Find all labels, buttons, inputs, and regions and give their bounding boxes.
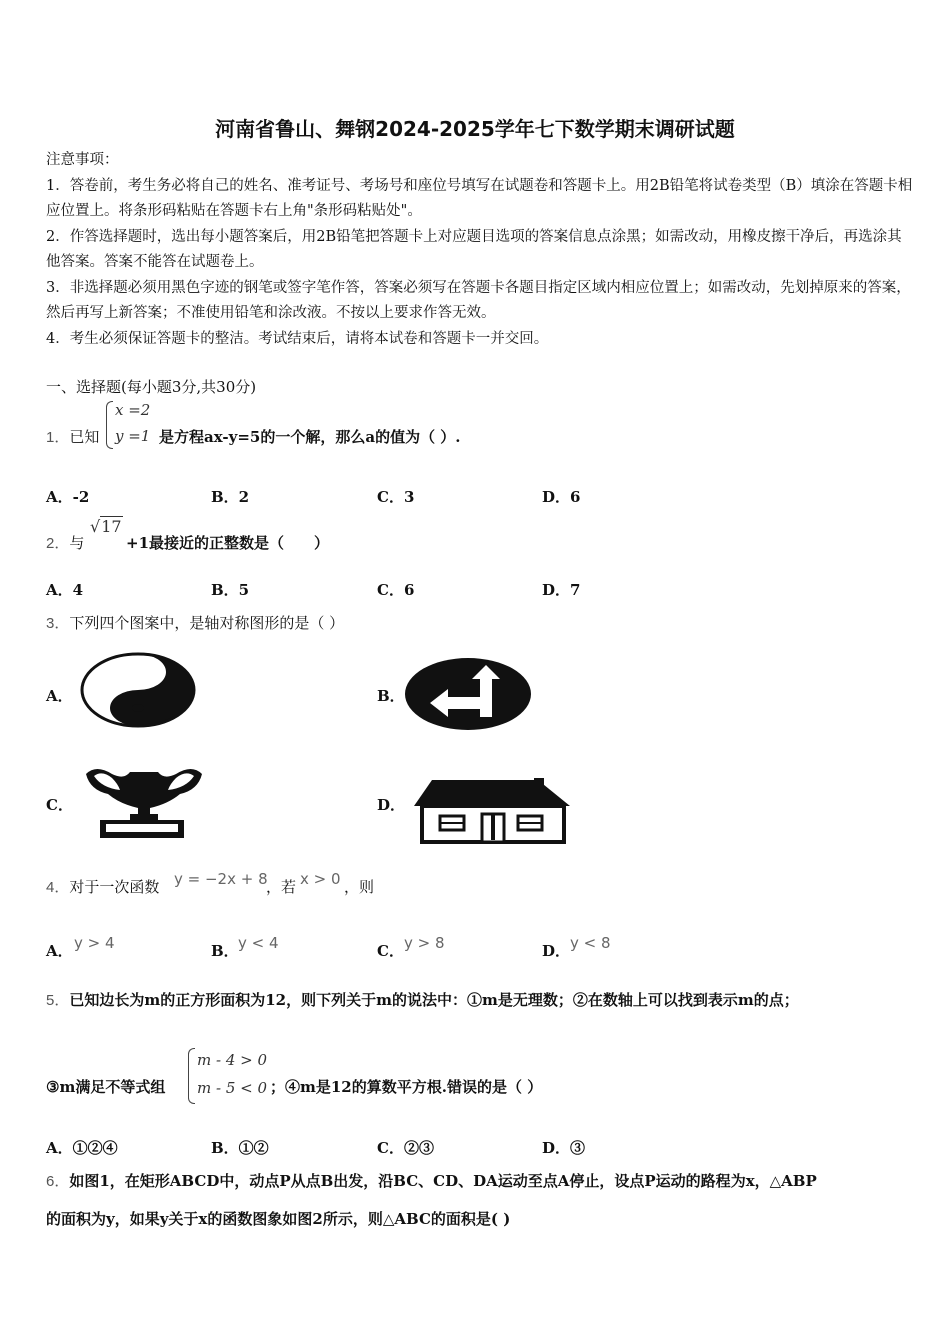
question-5 — [46, 989, 799, 1010]
option-d[interactable]: D． — [542, 942, 571, 960]
option-b[interactable]: B．5 — [211, 581, 250, 599]
option-b-value: y < 4 — [238, 934, 279, 952]
function-expression: y = −2x + 8 — [174, 870, 268, 888]
option-c[interactable]: C．②③ — [377, 1139, 434, 1157]
option-c[interactable]: C． — [46, 796, 73, 814]
question-text: +1最接近的正整数是（ ） — [126, 534, 330, 552]
option-d[interactable]: D．③ — [542, 1139, 586, 1157]
option-b[interactable]: B．2 — [211, 488, 250, 506]
question-number: 2． — [46, 535, 70, 552]
brace-icon — [106, 401, 113, 449]
notice-item: 3．非选择题必须用黑色字迹的钢笔或签字笔作答，答案必须写在答题卡各题目指定区域内相应位置上；如需改动，先划掉原来的答案，然后再写上新答案；不准使用铅笔和涂改液。不按以上要求作答无效。 — [46, 279, 911, 321]
option-d-value: y < 8 — [570, 934, 611, 952]
question-text: 的面积为y，如果y关于x的函数图象如图2所示，则△ABC的面积是( ) — [46, 1210, 511, 1228]
question-number: 4． — [46, 879, 70, 896]
question-text: 已知边长为m的正方形面积为12，则下列关于m的说法中：①m是无理数；②在数轴上可以找到表示m的点； — [69, 991, 799, 1009]
option-b[interactable]: B． — [377, 687, 405, 705]
radicand: 17 — [101, 517, 122, 536]
option-a[interactable]: A．4 — [46, 581, 84, 599]
question-text: 对于一次函数 — [69, 878, 160, 896]
condition-expression: x > 0 — [300, 870, 341, 888]
question-text: 下列四个图案中，是轴对称图形的是（ ） — [69, 614, 345, 632]
question-number: 5． — [46, 992, 70, 1009]
radical-icon: √ — [90, 517, 101, 536]
question-2 — [46, 532, 84, 553]
turn-arrow-sign-icon — [404, 657, 532, 731]
question-number: 3． — [46, 615, 70, 632]
question-4 — [46, 876, 159, 897]
question-6 — [46, 1170, 817, 1191]
question-text: ③m满足不等式组 — [46, 1078, 166, 1096]
option-a[interactable]: A． — [46, 942, 73, 960]
question-number: 1． — [46, 429, 70, 446]
option-b[interactable]: B．①② — [211, 1139, 269, 1157]
trophy-icon — [80, 764, 208, 840]
inequality-system — [188, 1048, 278, 1104]
question-text: 如图1，在矩形ABCD中，动点P从点B出发，沿BC、CD、DA运动至点A停止，设点P运动的路程为x，△ABP — [69, 1172, 817, 1190]
question-text: 已知 — [69, 428, 100, 446]
question-number: 6． — [46, 1173, 70, 1190]
question-text: ，则 — [344, 878, 375, 896]
page-title: 河南省鲁山、舞钢2024-2025学年七下数学期末调研试题 — [215, 117, 735, 141]
equation-system — [106, 401, 156, 449]
option-d[interactable]: D．6 — [542, 488, 581, 506]
notice-heading: 注意事项： — [46, 152, 119, 168]
question-text: 是方程ax-y=5的一个解，那么a的值为（ ）. — [159, 428, 461, 446]
question-1 — [46, 426, 99, 447]
system-line: m - 4 > 0 — [197, 1051, 268, 1069]
option-a[interactable]: A．①②④ — [46, 1139, 118, 1157]
question-text: ，若 — [266, 878, 297, 896]
yin-yang-icon — [80, 652, 198, 728]
option-a[interactable]: A．-2 — [46, 488, 90, 506]
notice-block — [46, 148, 916, 352]
option-c[interactable]: C．6 — [377, 581, 415, 599]
section-heading: 一、选择题(每小题3分,共30分) — [46, 378, 257, 396]
option-d[interactable]: D．7 — [542, 581, 581, 599]
question-3 — [46, 612, 344, 633]
brace-icon — [188, 1048, 195, 1104]
option-c[interactable]: C． — [377, 942, 404, 960]
system-line: m - 5 < 0 — [197, 1079, 268, 1097]
option-c-value: y > 8 — [404, 934, 445, 952]
system-line: x =2 — [115, 401, 151, 419]
option-b[interactable]: B． — [211, 942, 239, 960]
notice-item: 2．作答选择题时，选出每小题答案后，用2B铅笔把答题卡上对应题目选项的答案信息点涂黑；如需改动，用橡皮擦干净后，再选涂其他答案。答案不能答在试题卷上。 — [46, 228, 902, 270]
question-text: 与 — [69, 534, 85, 552]
option-a[interactable]: A． — [46, 687, 73, 705]
option-d[interactable]: D． — [377, 796, 406, 814]
house-icon — [410, 776, 574, 846]
question-text: ；④m是12的算数平方根.错误的是（ ） — [270, 1078, 543, 1096]
option-a-value: y > 4 — [74, 934, 115, 952]
notice-item: 4．考生必须保证答题卡的整洁。考试结束后，请将本试卷和答题卡一并交回。 — [46, 330, 549, 347]
system-line: y =1 — [115, 427, 151, 445]
sqrt-symbol — [90, 517, 123, 536]
notice-item: 1．答卷前，考生务必将自己的姓名、准考证号、考场号和座位号填写在试题卷和答题卡上。用2B铅笔将试卷类型（B）填涂在答题卡相应位置上。将条形码粘贴在答题卡右上角"条形码粘贴处"。 — [46, 177, 913, 219]
option-c[interactable]: C．3 — [377, 488, 415, 506]
